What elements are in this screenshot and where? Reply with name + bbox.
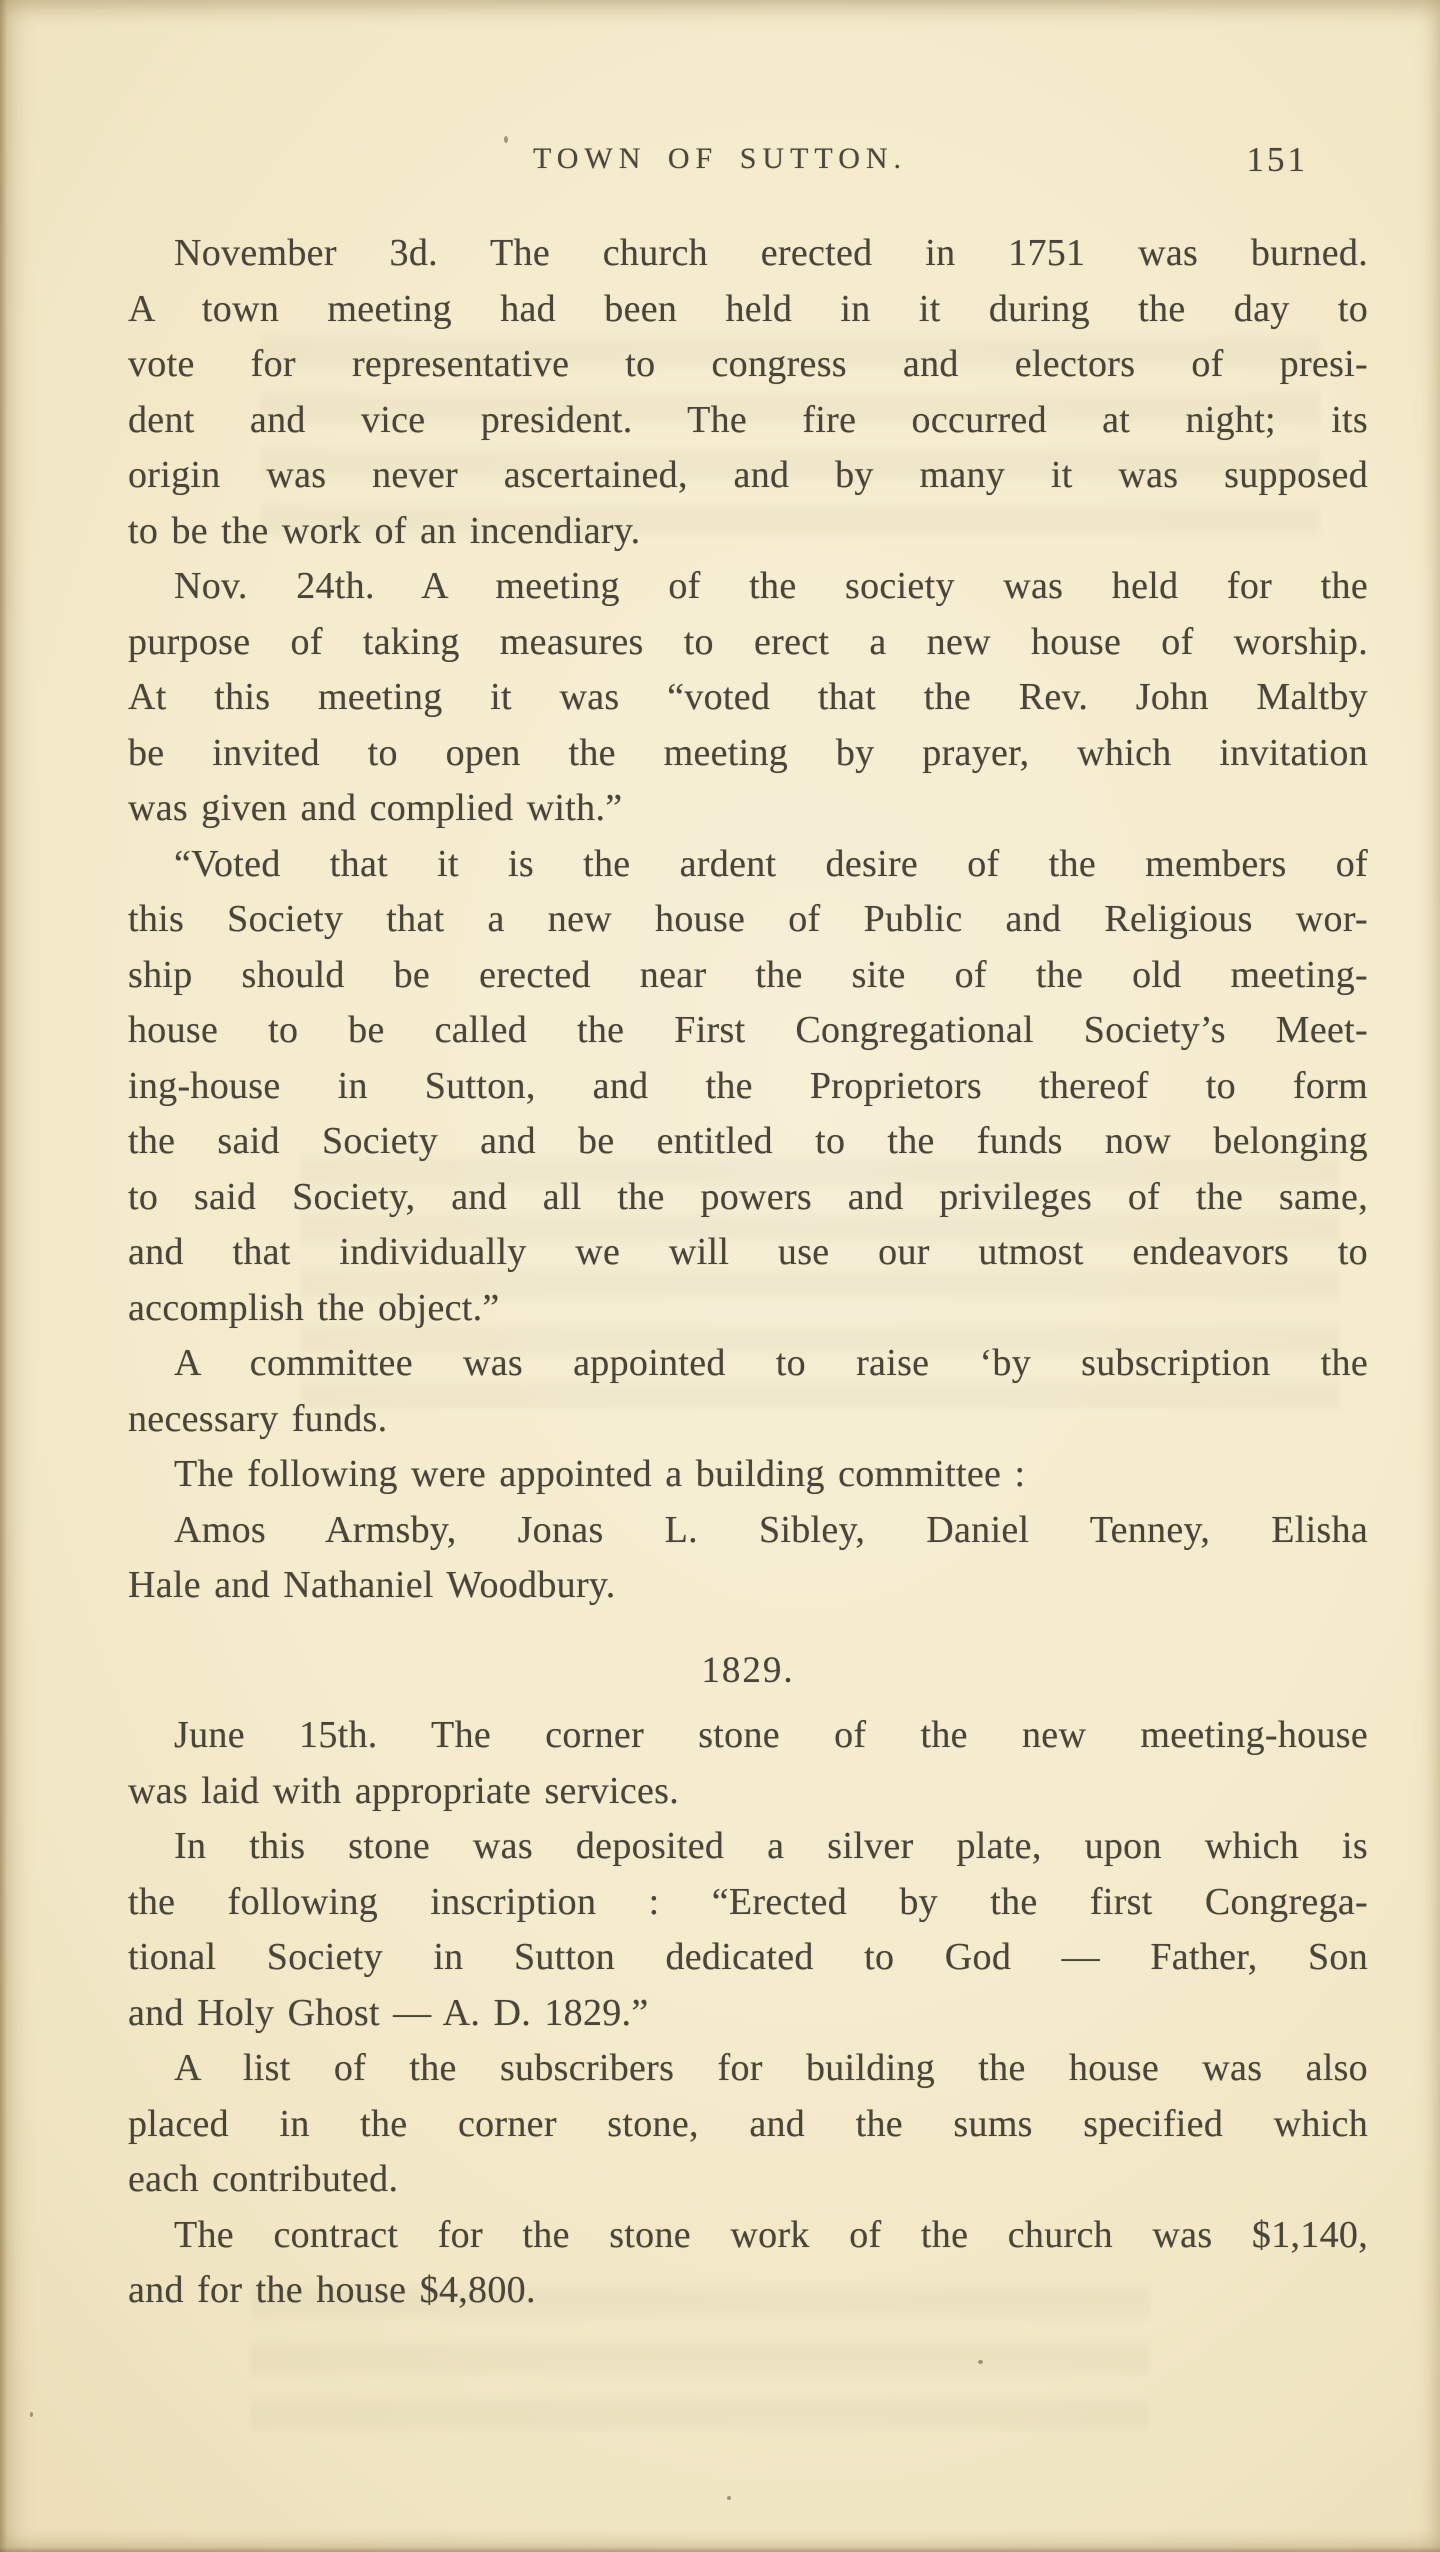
page-header [0,142,1440,192]
text-line: vote for representative to congress and electors of presi- [128,343,1368,385]
text-line: ship should be erected near the site of the old meeting- [128,953,1368,996]
paragraph [128,1819,1368,2041]
text-line: Amos Armsby, Jonas L. Sibley, Daniel Tenney, Elisha [174,1508,1368,1551]
text-line: November 3d. The church erected in 1751 was burned. [174,232,1368,274]
text-line: dent and vice president. The fire occurred at night; its [128,398,1368,441]
text-line: placed in the corner stone, and the sums specified which [128,2102,1368,2145]
text-line: The following were appointed a building committee : [174,1453,1026,1495]
text-line: At this meeting it was “voted that the Rev. John Maltby [128,676,1368,718]
text-line: ing-house in Sutton, and the Proprietors thereof to form [128,1064,1368,1107]
text-line: The contract for the stone work of the church was $1,140, [174,2213,1368,2256]
text-line: was given and complied with.” [128,787,623,829]
paragraph [128,2208,1368,2319]
text-line: necessary funds. [128,1397,388,1440]
text-line: In this stone was deposited a silver plate, upon which is [174,1825,1368,1867]
text-line: purpose of taking measures to erect a new house of worship. [128,620,1368,663]
running-title: TOWN OF SUTTON. [532,142,908,175]
text-line: was laid with appropriate services. [128,1769,680,1812]
paragraph [128,1503,1368,1614]
text-line: A committee was appointed to raise ‘by subscription the [174,1342,1368,1384]
paper-speck [504,136,508,143]
text-line: each contributed. [128,2158,399,2200]
page-left-edge-shadow [0,0,7,2552]
text-line: tional Society in Sutton dedicated to God — Father, Son [128,1936,1368,1978]
paragraph [128,226,1368,559]
paper-speck [978,2360,983,2364]
text-line: June 15th. The corner stone of the new meeting-house [174,1714,1368,1756]
text-line: the following inscription : “Erected by the first Congrega- [128,1880,1368,1923]
text-line: and for the house $4,800. [128,2269,536,2311]
text-line: to said Society, and all the powers and privileges of the same, [128,1175,1368,1218]
paragraph [128,559,1368,837]
text-line: A town meeting had been held in it during the day to [128,287,1368,330]
paragraph [128,2041,1368,2208]
text-line: Hale and Nathaniel Woodbury. [128,1564,616,1606]
text-line: this Society that a new house of Public and Religious wor- [128,898,1368,940]
text-line: the said Society and be entitled to the funds now belonging [128,1120,1368,1162]
page-bottom-edge-shadow [0,2547,1440,2552]
text-line: origin was never ascertained, and by many it was supposed [128,454,1368,496]
paragraph [128,837,1368,1337]
page-number: 151 [1246,140,1308,179]
text-line: A list of the subscribers for building the house was also [174,2047,1368,2089]
paragraph [128,1447,1368,1503]
text-line: “Voted that it is the ardent desire of the members of [174,842,1368,885]
section-heading: 1829. [701,1649,795,1691]
text-block [128,226,1368,2319]
paragraph [128,1336,1368,1447]
paragraph [128,1708,1368,1819]
text-line: to be the work of an incendiary. [128,509,641,552]
paper-speck [727,2496,731,2500]
text-line: be invited to open the meeting by prayer, which invitation [128,731,1368,774]
paper-speck [30,2412,33,2417]
text-line: and Holy Ghost — A. D. 1829.” [128,1991,649,2034]
text-line: and that individually we will use our utmost endeavors to [128,1231,1368,1273]
text-line: Nov. 24th. A meeting of the society was held for the [174,565,1368,607]
text-line: house to be called the First Congregational Society’s Meet- [128,1009,1368,1051]
text-line: accomplish the object.” [128,1286,500,1329]
